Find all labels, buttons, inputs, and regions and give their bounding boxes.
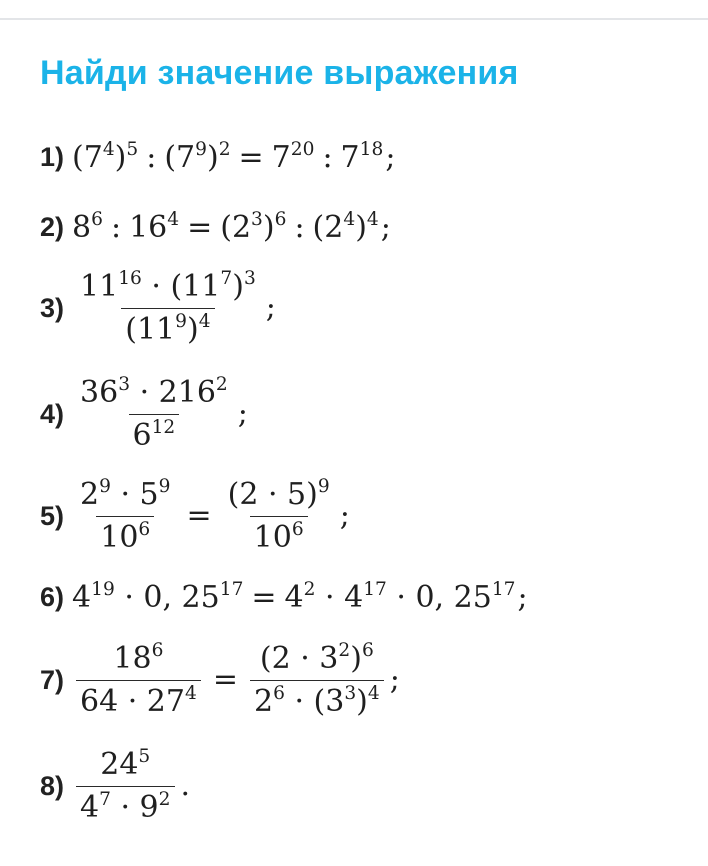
item-number: 4)	[40, 399, 65, 429]
fraction: $\frac{36^3 \cdot 216^2}{6^{12}}$	[80, 374, 228, 453]
task-title: Найди значение выражения	[40, 54, 519, 92]
math-expression: $(7^4)^5$ : $(7^9)^2 = 7^{20}$ : $7^{18}$;	[72, 139, 396, 175]
math-expression: $\frac{18^6}{64 \cdot 27^4}$ = $\frac{(2 \cdot 3^2)^6}{2^6 \cdot (3^3)^4}$ ;	[72, 642, 400, 719]
fraction: $\frac{(2 \cdot 3^2)^6}{2^6 \cdot (3^3)^4}$	[250, 642, 384, 719]
item-number: 2)	[40, 212, 65, 242]
math-expression: $\frac{24^5}{4^7 \cdot 9^2}$ .	[72, 748, 190, 825]
top-divider	[0, 18, 708, 20]
fraction: $\frac{2^9 \cdot 5^9}{10^6}$	[80, 476, 171, 555]
expression-6	[40, 580, 528, 615]
math-expression: $4^{19} \cdot 0$, $25^{17} = 4^2 \cdot 4^{17} \cdot 0$, $25^{17}$;	[72, 579, 528, 615]
item-number: 7)	[40, 665, 65, 695]
math-expression: $\frac{36^3 \cdot 216^2}{6^{12}}$ ;	[72, 376, 248, 453]
item-number: 8)	[40, 771, 65, 801]
item-number: 3)	[40, 293, 65, 323]
fraction: $\frac{24^5}{4^7 \cdot 9^2}$	[76, 748, 174, 825]
math-expression: $\frac{11^{16} \cdot (11^7)^3}{(11^9)^4}$ ;	[72, 270, 276, 347]
item-number: 5)	[40, 501, 65, 531]
fraction: $\frac{11^{16} \cdot (11^7)^3}{(11^9)^4}$	[80, 268, 256, 347]
math-expression: $8^6$ : $16^4 = (2^3)^6$ : $(2^4)^4$;	[72, 209, 391, 245]
expression-5	[40, 478, 350, 555]
expression-3	[40, 270, 276, 347]
expression-1	[40, 140, 395, 175]
expression-7	[40, 642, 400, 719]
expression-4	[40, 376, 248, 453]
item-number: 1)	[40, 142, 65, 172]
expression-2	[40, 210, 391, 245]
fraction: $\frac{(2 \cdot 5)^9}{10^6}$	[227, 476, 330, 555]
fraction: $\frac{18^6}{64 \cdot 27^4}$	[76, 642, 201, 719]
math-expression: $\frac{2^9 \cdot 5^9}{10^6}$ = $\frac{(2 \cdot 5)^9}{10^6}$ ;	[72, 478, 350, 555]
expression-8	[40, 748, 190, 825]
item-number: 6)	[40, 582, 65, 612]
